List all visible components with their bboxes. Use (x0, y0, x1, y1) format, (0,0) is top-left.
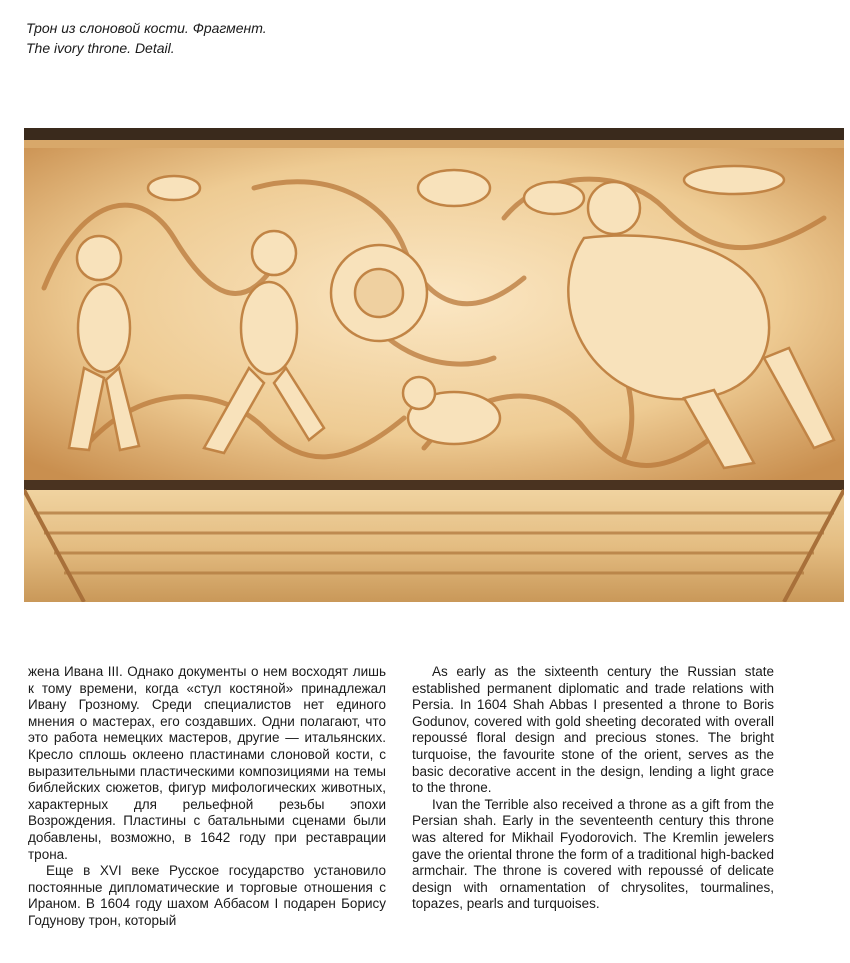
caption-russian: Трон из слоновой кости. Фрагмент. (26, 20, 267, 36)
russian-paragraph: жена Ивана III. Однако документы о нем восходят лишь к тому времени, когда «стул костяной» принадлежал Ивану Грозному. Среди специалистов нет единого мнения о мастерах, его создавших. Одни полагают, что это работа немецких мастеров, другие — итальянских. Кресло сплошь оклеено пластинами слоновой кости, с выразительными пластическими композициями на темы библейских сюжетов, фигур мифологических животных, характерных для рельефной резьбы эпохи Возрождения. Пластины с батальными сценами были добавлены, возможно, в 1642 году при реставрации трона. (28, 664, 386, 862)
english-paragraph: As early as the sixteenth century the Russian state established permanent diplomatic and trade relations with Persia. In 1604 Shah Abbas I presented a throne to Boris Godunov, covered with gold sheeting decorated with overall repoussé floral design and precious stones. The bright turquoise, the favourite stone of the orient, serves as the basic decorative accent in the design, lending a light grace to the throne. (412, 664, 774, 796)
ivory-relief-illustration (24, 128, 844, 602)
photo-caption (26, 18, 267, 58)
ivory-throne-photo (24, 128, 844, 602)
english-text-column (412, 664, 774, 913)
russian-paragraph: Еще в XVI веке Русское государство установило постоянные дипломатические и торговые отношения с Ираном. В 1604 году шахом Аббасом I подарен Борису Годунову трон, который (28, 863, 386, 928)
caption-english: The ivory throne. Detail. (26, 40, 175, 56)
russian-text-column (28, 664, 386, 930)
english-paragraph: Ivan the Terrible also received a throne as a gift from the Persian shah. Early in the seventeenth century this throne was altered for Mikhail Fyodorovich. The Kremlin jewelers gave the oriental throne the form of a traditional high-backed armchair. The throne is covered with repoussé of delicate design with ornamentation of chrysolites, tourmalines, topazes, pearls and turquoises. (412, 796, 774, 912)
